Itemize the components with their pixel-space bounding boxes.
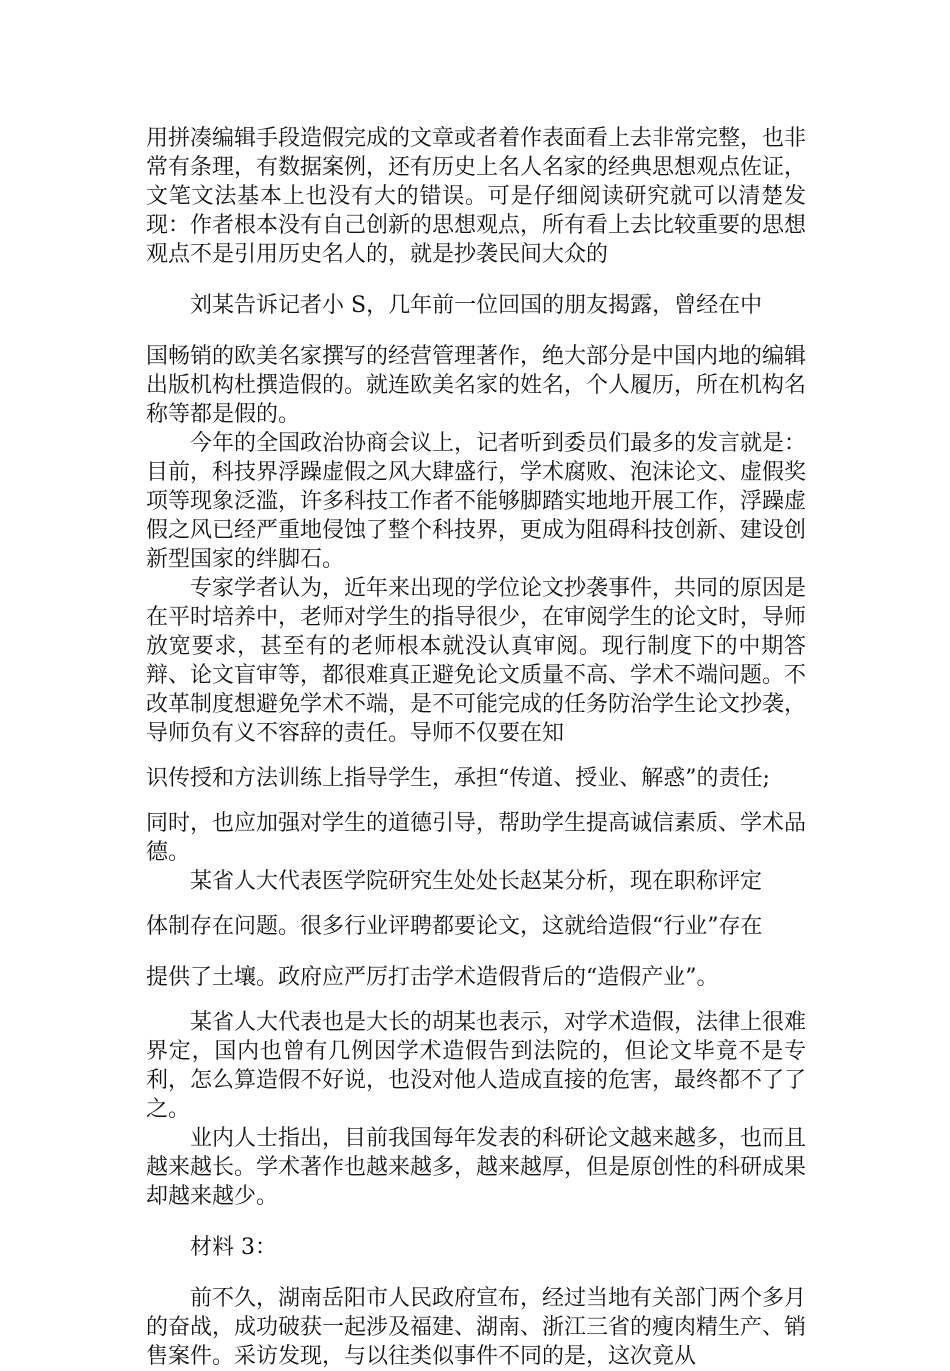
paragraph-10: 提供了土壤。政府应严厉打击学术造假背后的“造假产业”。 — [146, 965, 719, 990]
paragraph-4: 今年的全国政治协商会议上，记者听到委员们最多的发言就是：目前，科技界浮躁虚假之风大肆盛行，学术腐败、泡沫论文、虚假奖项等现象泛滥，许多科技工作者不能够脚踏实地地开展工作，浮躁虚假之风已经严重地侵蚀了整个科技界，更成为阻碍科技创新、建设创新型国家的绊脚石。 — [146, 431, 807, 572]
section-heading-material-3: 材料 3： — [190, 1235, 277, 1260]
paragraph-3: 国畅销的欧美名家撰写的经营管理著作，绝大部分是中国内地的编辑出版机构杜撰造假的。就连欧美名家的姓名，个人履历，所在机构名称等都是假的。 — [146, 344, 807, 427]
paragraph-2: 刘某告诉记者小 S，几年前一位回国的朋友揭露，曾经在中 — [190, 293, 763, 318]
paragraph-12: 业内人士指出，目前我国每年发表的科研论文越来越多，也而且越来越长。学术著作也越来越多，越来越厚，但是原创性的科研成果却越来越少。 — [146, 1126, 807, 1209]
paragraph-13: 前不久，湖南岳阳市人民政府宣布，经过当地有关部门两个多月的奋战，成功破获一起涉及福建、湖南、浙江三省的瘦肉精生产、销售案件。采访发现，与以往类似事件不同的是，这次竟从 — [146, 1286, 807, 1369]
paragraph-5: 专家学者认为，近年来出现的学位论文抄袭事件，共同的原因是在平时培养中，老师对学生的指导很少，在审阅学生的论文时，导师放宽要求，甚至有的老师根本就没认真审阅。现行制度下的中期答辩、论文盲审等，都很难真正避免论文质量不高、学术不端问题。不改革制度想避免学术不端，是不可能完成的任务防治学生论文抄袭，导师负有义不容辞的责任。导师不仅要在知 — [146, 576, 807, 746]
paragraph-11: 某省人大代表也是大长的胡某也表示，对学术造假，法律上很难界定，国内也曾有几例因学术造假告到法院的，但论文毕竟不是专利，怎么算造假不好说，也没对他人造成直接的危害，最终都不了了之。 — [146, 1010, 807, 1122]
paragraph-9: 体制存在问题。很多行业评聘都要论文，这就给造假“行业”存在 — [146, 914, 763, 939]
paragraph-6: 识传授和方法训练上指导学生，承担“传道、授业、解惑”的责任; — [146, 766, 770, 791]
paragraph-1: 用拼凑编辑手段造假完成的文章或者着作表面看上去非常完整，也非常有条理，有数据案例，还有历史上名人名家的经典思想观点佐证，文笔文法基本上也没有大的错误。可是仔细阅读研究就可以清楚发现：作者根本没有自己创新的思想观点，所有看上去比较重要的思想观点不是引用历史名人的，就是抄袭民间大众的 — [146, 126, 807, 267]
paragraph-8: 某省人大代表医学院研究生处处长赵某分析，现在职称评定 — [190, 869, 763, 894]
paragraph-7: 同时，也应加强对学生的道德引导，帮助学生提高诚信素质、学术品德。 — [146, 811, 807, 865]
document-body — [146, 124, 806, 1371]
